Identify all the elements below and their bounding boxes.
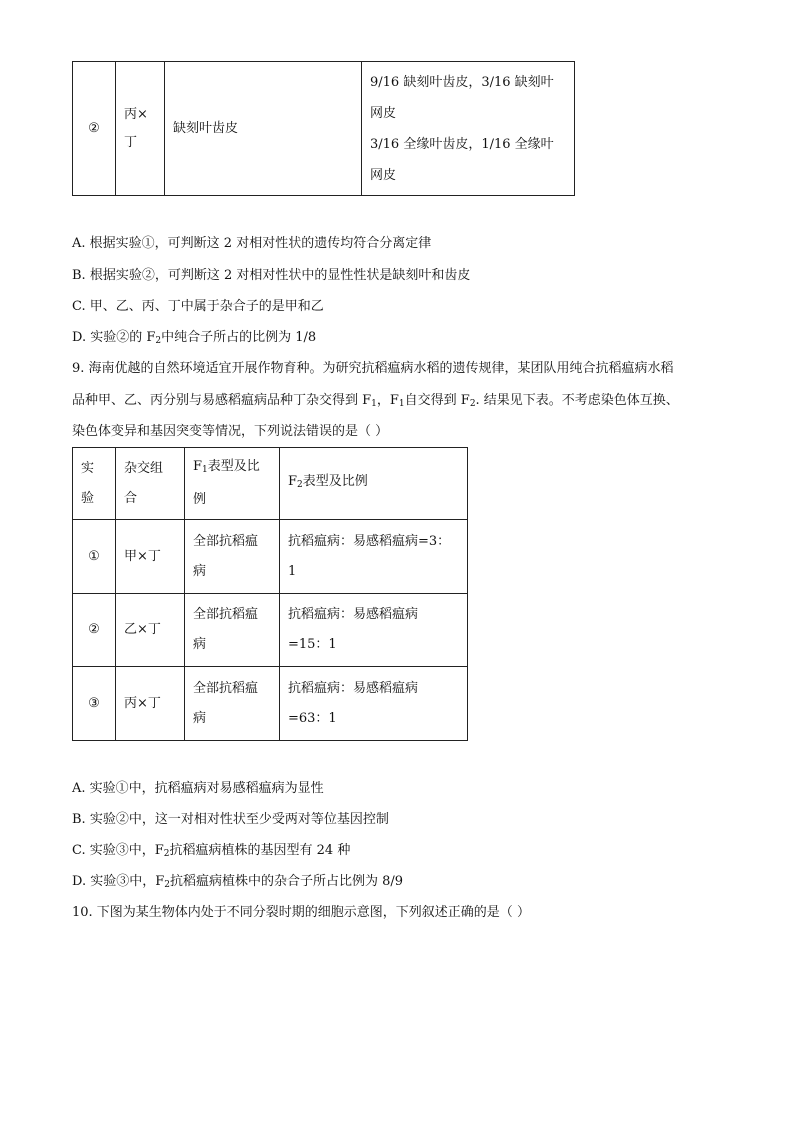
table-cell-f1 <box>185 594 280 667</box>
table-row <box>73 667 468 741</box>
text: C. 实验③中，F <box>72 843 164 858</box>
text: =63：1 <box>288 710 337 726</box>
text: 抗稻瘟病：易感稻瘟病 <box>288 680 419 696</box>
text: 抗稻瘟病植株中的杂合子所占比例为 8/9 <box>169 874 404 889</box>
q8-option-a: A. 根据实验①，可判断这 2 对相对性状的遗传均符合分离定律 <box>72 236 432 251</box>
table-cell-f2 <box>280 667 468 741</box>
text: 病 <box>193 637 207 652</box>
q8-option-d <box>72 328 316 351</box>
subscript: 1 <box>202 465 208 475</box>
q10-stem: 10. 下图为某生物体内处于不同分裂时期的细胞示意图，下列叙述正确的是（ ） <box>72 905 530 920</box>
subscript: 2 <box>297 480 303 490</box>
subscript: 1 <box>371 399 377 409</box>
text: 表型及比例 <box>302 474 368 489</box>
text: 全部抗稻瘟 <box>193 533 259 549</box>
table-cell-num: ② <box>73 594 116 667</box>
text: 中纯合子所占的比例为 1/8 <box>161 330 317 345</box>
q9-option-a: A. 实验①中，抗稻瘟病对易感稻瘟病为显性 <box>72 781 324 796</box>
table-cell-num: ② <box>73 62 116 196</box>
subscript: 2 <box>155 336 162 346</box>
text: 实 <box>81 460 95 476</box>
table-cell-num: ① <box>73 520 116 594</box>
text: 品种甲、乙、丙分别与易感稻瘟病品种丁杂交得到 F <box>72 393 372 408</box>
q9-stem-line-2 <box>72 391 679 414</box>
text: D. 实验②的 F <box>72 330 156 345</box>
header-cell-f2 <box>280 448 468 520</box>
f2-line-4: 网皮 <box>370 167 397 183</box>
table-cell-cross: 甲×丁 <box>116 520 185 594</box>
text: . 结果见下表。不考虑染色体互换、 <box>475 393 679 408</box>
header-cell-f1 <box>185 448 280 520</box>
table-header-row <box>73 448 468 520</box>
table-cell-num: ③ <box>73 667 116 741</box>
text: 抗稻瘟病：易感稻瘟病 <box>288 607 419 622</box>
text: =15：1 <box>288 637 337 652</box>
f2-line-2: 网皮 <box>370 105 397 121</box>
table-row <box>73 594 468 667</box>
q8-option-c: C. 甲、乙、丙、丁中属于杂合子的是甲和乙 <box>72 299 324 314</box>
table-row <box>73 520 468 594</box>
text: 抗稻瘟病植株的基因型有 24 种 <box>169 843 351 858</box>
text: 合 <box>124 490 138 506</box>
text: F <box>193 459 203 474</box>
f2-line-3: 3/16 全缘叶齿皮，1/16 全缘叶 <box>370 136 554 152</box>
table-row <box>73 62 575 196</box>
text: 病 <box>193 710 207 726</box>
table-cell-f2 <box>280 520 468 594</box>
table-cell-f1 <box>185 520 280 594</box>
table-experiment-results <box>72 447 468 741</box>
table-cell-cross: 丙×丁 <box>116 667 185 741</box>
q9-stem-line-3: 染色体变异和基因突变等情况，下列说法错误的是（ ） <box>72 424 389 439</box>
table-experiment-continued <box>72 61 575 196</box>
header-cell-cross <box>116 448 185 520</box>
subscript: 1 <box>398 399 405 409</box>
text: 抗稻瘟病：易感稻瘟病=3： <box>288 533 451 549</box>
text: ，F <box>376 393 399 408</box>
text: 表型及比 <box>207 459 260 474</box>
text: 病 <box>193 563 207 579</box>
q8-option-b: B. 根据实验②，可判断这 2 对相对性状中的显性性状是缺刻叶和齿皮 <box>72 268 471 283</box>
q9-stem-line-1: 9. 海南优越的自然环境适宜开展作物育种。为研究抗稻瘟病水稻的遗传规律，某团队用纯合抗稻瘟病水稻 <box>72 361 674 376</box>
cross-line-1: 丙× <box>124 106 148 122</box>
f2-line-1: 9/16 缺刻叶齿皮，3/16 缺刻叶 <box>370 74 554 90</box>
q9-option-c <box>72 841 350 864</box>
subscript: 2 <box>164 880 170 890</box>
text: 1 <box>288 563 297 579</box>
text: 杂交组 <box>124 460 164 476</box>
text: 全部抗稻瘟 <box>193 607 259 622</box>
text: F <box>288 474 298 489</box>
text: D. 实验③中，F <box>72 874 165 889</box>
table-cell-f2 <box>280 594 468 667</box>
text: 验 <box>81 490 95 506</box>
text: 例 <box>193 492 207 507</box>
table-cell-f2 <box>362 62 575 196</box>
text: 全部抗稻瘟 <box>193 680 259 696</box>
q9-option-b: B. 实验②中，这一对相对性状至少受两对等位基因控制 <box>72 812 389 827</box>
table-cell-f1: 缺刻叶齿皮 <box>165 62 362 196</box>
table-cell-f1 <box>185 667 280 741</box>
text <box>193 452 271 485</box>
text: 自交得到 F <box>404 393 470 408</box>
table-cell-cross: 乙×丁 <box>116 594 185 667</box>
header-cell-experiment <box>73 448 116 520</box>
subscript: 2 <box>163 849 170 859</box>
q9-option-d <box>72 872 403 895</box>
table-cell-cross <box>116 62 165 196</box>
subscript: 2 <box>469 399 476 409</box>
cross-line-2: 丁 <box>124 134 138 150</box>
